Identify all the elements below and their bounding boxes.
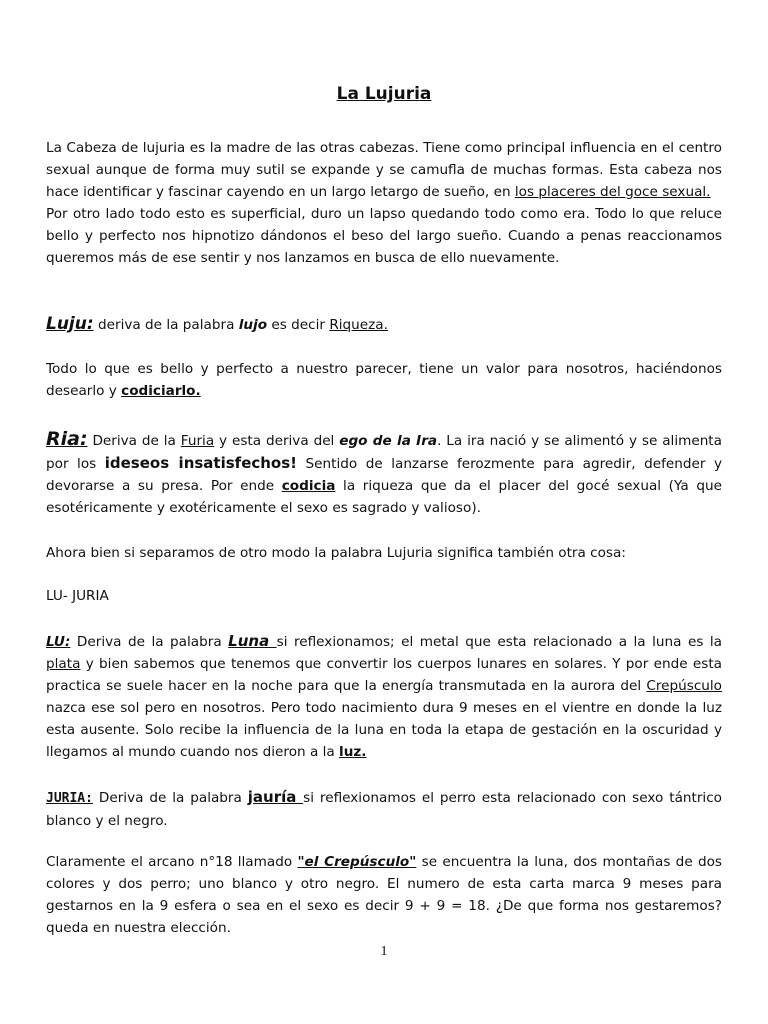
- word-jauria: jauría: [247, 788, 304, 806]
- heading-juria: JURIA:: [46, 791, 93, 806]
- paragraph-arcano: Claramente el arcano n°18 llamado "el Crepúsculo" se encuentra la luna, dos montañas de dos colores y dos perro; uno blanco y otro negro. El numero de esta carta marca 9 meses para gestarnos en la 9 esfera o sea en el sexo es decir 9 + 9 = 18. ¿De que forma nos gestaremos? queda en nuestra elección.: [46, 854, 722, 936]
- paragraph-luju: Luju: deriva de la palabra lujo es decir Riqueza.: [46, 314, 388, 334]
- word-plata: plata: [46, 656, 81, 672]
- paragraph-bello: Todo lo que es bello y perfecto a nuestro parecer, tiene un valor para nosotros, haciéndonos desearlo y codiciarlo.: [46, 361, 722, 399]
- word-codiciarlo: codiciarlo.: [121, 383, 201, 399]
- document-title: La Lujuria: [336, 84, 432, 104]
- page-number: 1: [380, 944, 388, 959]
- heading-luju: Luju:: [46, 314, 94, 334]
- heading-ria: Ria:: [46, 428, 88, 450]
- link-placeres: los placeres del goce sexual.: [514, 184, 711, 200]
- word-furia: Furia: [180, 433, 215, 449]
- paragraph-intro: La Cabeza de lujuria es la madre de las otras cabezas. Tiene como principal influencia en el centro sexual aunque de forma muy sutil se expande y se camufla de muchas formas. Esta cabeza nos hace identificar y fascinar cayendo en un largo letargo de sueño, en los placeres del goce sexual. Por otro lado todo esto es superficial, duro un lapso quedando todo como era. Todo lo que reluce bello y perfecto nos hipnotizo dándonos el beso del largo sueño. Cuando a penas reaccionamos queremos más de ese sentir y nos lanzamos en busca de ello nuevamente.: [46, 140, 722, 266]
- word-ideseos: ideseos insatisfechos!: [104, 454, 298, 472]
- word-lujo: lujo: [238, 317, 268, 333]
- word-riqueza: Riqueza.: [329, 317, 388, 333]
- word-luz: luz.: [339, 744, 367, 760]
- paragraph-lu: LU: Deriva de la palabra Luna si reflexionamos; el metal que esta relacionado a la luna es la plata y bien sabemos que tenemos que convertir los cuerpos lunares en solares. Y por ende esta practica se suele hacer en la noche para que la energía transmutada en la aurora del Crepúsculo nazca ese sol pero en nosotros. Pero todo nacimiento dura 9 meses en el vientre en donde la luz esta ausente. Solo recibe la influencia de la luna en toda la etapa de gestación en la oscuridad y llegamos al mundo cuando nos dieron a la luz.: [46, 632, 722, 760]
- paragraph-lu-juria: LU- JURIA: [46, 588, 109, 604]
- paragraph-juria: JURIA: Deriva de la palabra jauría si reflexionamos el perro esta relacionado con sexo tántrico blanco y el negro.: [46, 788, 722, 829]
- paragraph-ahora: Ahora bien si separamos de otro modo la palabra Lujuria significa también otra cosa:: [46, 545, 626, 561]
- heading-lu: LU:: [46, 634, 71, 650]
- word-ego-ira: ego de la Ira: [339, 433, 438, 449]
- word-codicia: codicia: [281, 478, 336, 494]
- word-crepusculo: Crepúsculo: [646, 678, 722, 694]
- paragraph-ria: Ria: Deriva de la Furia y esta deriva del ego de la Ira. La ira nació y se alimentó y se alimenta por los ideseos insatisfechos! Sentido de lanzarse ferozmente para agredir, defender y devorarse a su presa. Por ende codicia la riqueza que da el placer del gocé sexual (Ya que esotéricamente y exotéricamente el sexo es sagrado y valioso).: [46, 428, 722, 516]
- word-el-crepusculo: "el Crepúsculo": [297, 854, 417, 870]
- word-luna: Luna: [228, 632, 277, 650]
